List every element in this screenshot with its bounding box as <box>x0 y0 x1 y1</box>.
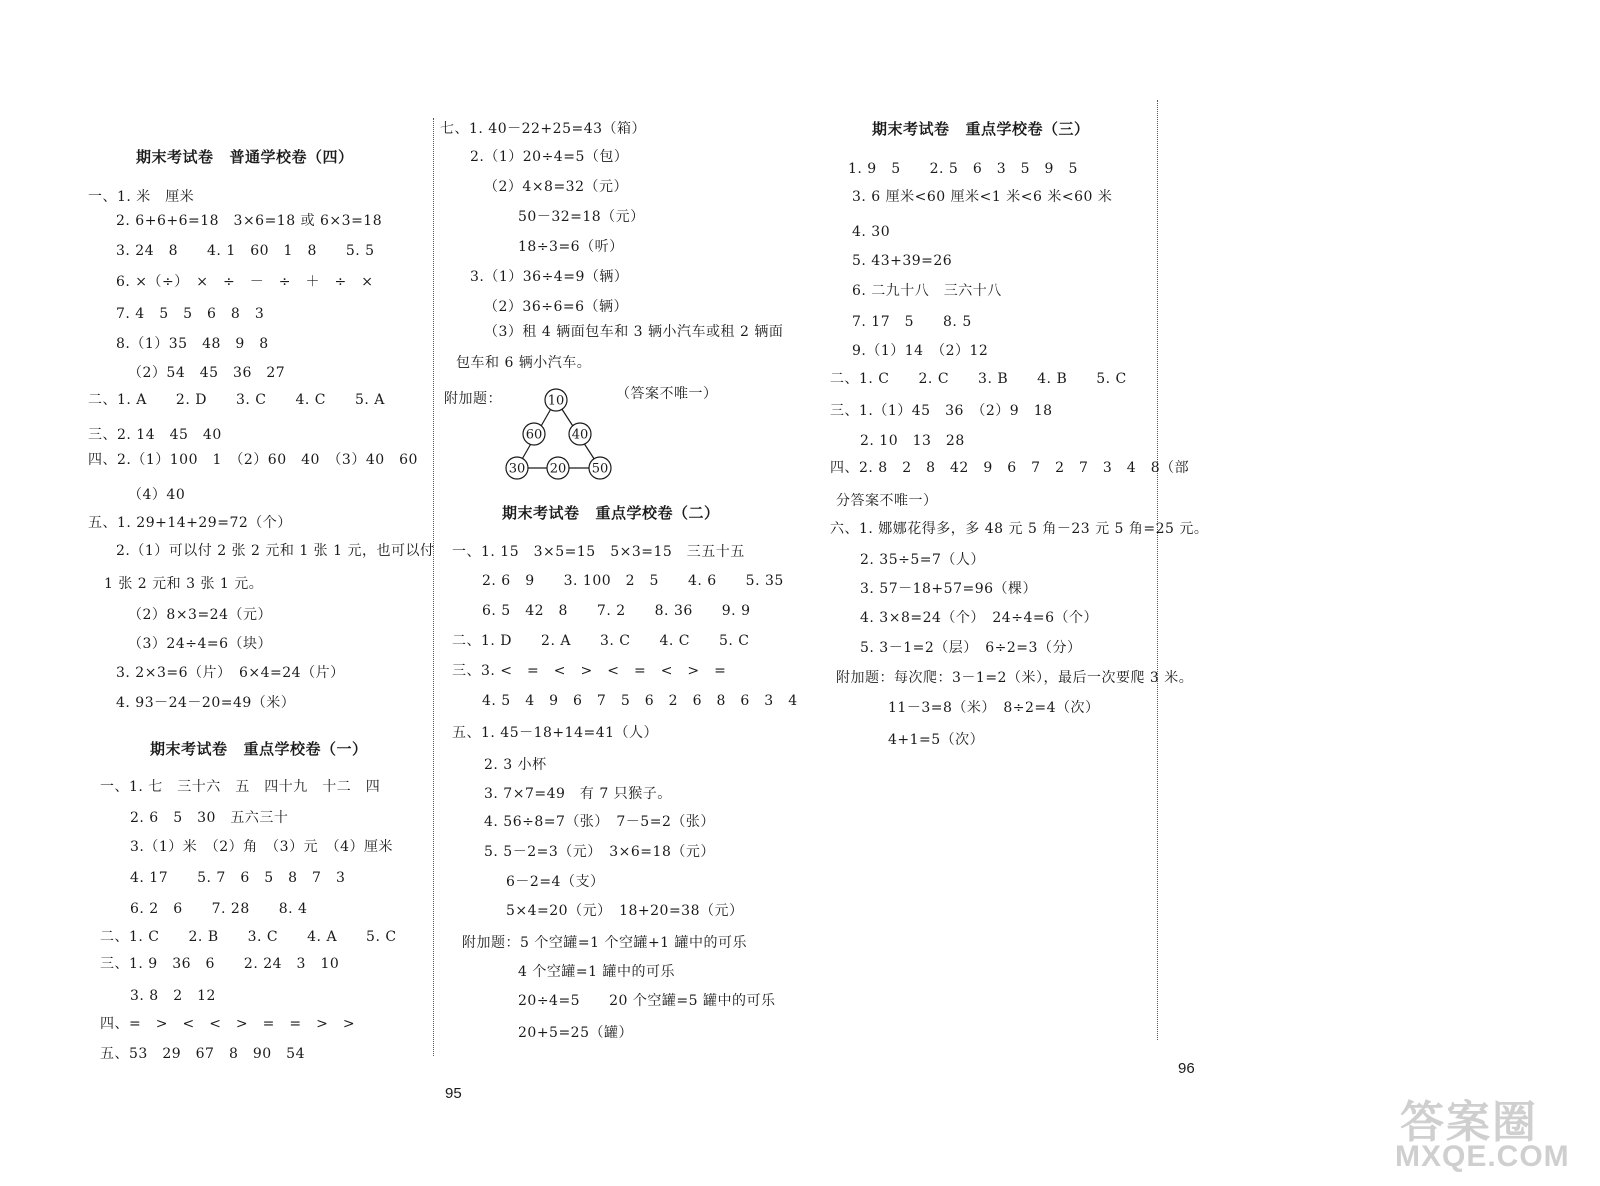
answer-line: 五、1. 45－18+14=41（人） <box>452 725 659 741</box>
answer-line: 3. 8 2 12 <box>130 988 216 1004</box>
page-number-right: 96 <box>1178 1060 1195 1077</box>
answer-line: 3. 6 厘米<60 厘米<1 米<6 米<60 米 <box>852 189 1113 205</box>
triangle-node: 10 <box>547 393 565 409</box>
answer-line: 4. 56÷8=7（张） 7－5=2（张） <box>484 814 715 830</box>
answer-line: （3）24÷4=6（块） <box>128 636 272 652</box>
answer-line: 1. 9 5 2. 5 6 3 5 9 5 <box>848 161 1078 177</box>
watermark-url: MXQE.COM <box>1395 1140 1570 1173</box>
extra-question-note: （答案不唯一） <box>616 386 718 402</box>
triangle-node: 20 <box>549 461 567 477</box>
answer-line: 2.（1）20÷4=5（包） <box>470 149 629 165</box>
answer-line: 五、1. 29+14+29=72（个） <box>88 515 292 531</box>
answer-line: 7. 4 5 5 6 8 3 <box>116 306 265 322</box>
answer-line: 2. 6+6+6=18 3×6=18 或 6×3=18 <box>116 213 383 229</box>
answer-line: 2. 35÷5=7（人） <box>860 552 985 568</box>
watermark-logo: 答案圈 <box>1400 1098 1538 1147</box>
section-title-key-2: 期末考试卷 重点学校卷（二） <box>502 504 720 522</box>
answer-line: 4. 93－24－20=49（米） <box>116 695 296 711</box>
answer-line: （2）36÷6=6（辆） <box>484 299 628 315</box>
answer-line: 18÷3=6（听） <box>518 239 624 255</box>
answer-line: 二、1. A 2. D 3. C 4. C 5. A <box>88 392 385 408</box>
number-triangle-diagram <box>500 386 630 486</box>
answer-line: 六、1. 娜娜花得多，多 48 元 5 角－23 元 5 角=25 元。 <box>830 521 1209 537</box>
answer-line: 七、1. 40－22+25=43（箱） <box>440 121 647 137</box>
answer-line: 5. 43+39=26 <box>852 253 953 269</box>
answer-line: 4. 17 5. 7 6 5 8 7 3 <box>130 870 346 886</box>
answer-line: 二、1. C 2. B 3. C 4. A 5. C <box>100 929 397 945</box>
answer-line: 3. 2×3=6（片） 6×4=24（片） <box>116 665 345 681</box>
column-divider <box>1157 100 1158 1040</box>
page-number-left: 95 <box>445 1085 462 1102</box>
answer-line: 三、1.（1）45 36 （2）9 18 <box>830 403 1053 419</box>
answer-line: （2）54 45 36 27 <box>128 365 286 381</box>
answer-line: 四、= > < < > = = > > <box>100 1016 356 1032</box>
column-divider <box>433 118 434 1056</box>
answer-line: 20+5=25（罐） <box>518 1025 633 1041</box>
answer-line: 二、1. D 2. A 3. C 4. C 5. C <box>452 633 750 649</box>
section-title-key-3: 期末考试卷 重点学校卷（三） <box>872 120 1090 138</box>
answer-line: 6. 5 42 8 7. 2 8. 36 9. 9 <box>482 603 751 619</box>
answer-line: 9.（1）14 （2）12 <box>852 343 989 359</box>
triangle-node: 40 <box>571 427 589 443</box>
answer-line: （2）8×3=24（元） <box>128 607 272 623</box>
answer-line: 2. 6 9 3. 100 2 5 4. 6 5. 35 <box>482 573 784 589</box>
answer-line: 4. 5 4 9 6 7 5 6 2 6 8 6 3 4 <box>482 693 798 709</box>
answer-line: 五、53 29 67 8 90 54 <box>100 1046 305 1062</box>
answer-line: （4）40 <box>128 487 186 503</box>
answer-line: 3. 57－18+57=96（棵） <box>860 581 1038 597</box>
answer-line: 7. 17 5 8. 5 <box>852 314 972 330</box>
extra-question-label: 附加题： <box>444 391 502 407</box>
answer-line: 1 张 2 元和 3 张 1 元。 <box>104 576 264 592</box>
answer-line: （3）租 4 辆面包车和 3 辆小汽车或租 2 辆面 <box>484 324 784 340</box>
answer-line: 5×4=20（元） 18+20=38（元） <box>506 903 744 919</box>
answer-line: 6. 二九十八 三六十八 <box>852 283 1002 299</box>
answer-line: 2. 6 5 30 五六三十 <box>130 810 289 826</box>
answer-line: 三、2. 14 45 40 <box>88 427 222 443</box>
triangle-node: 30 <box>508 461 526 477</box>
answer-line: 一、1. 米 厘米 <box>88 189 195 205</box>
answer-line: 四、2. 8 2 8 42 9 6 7 2 7 3 4 8（部 <box>830 460 1190 476</box>
answer-line: 三、3. < = < > < = < > = <box>452 663 727 679</box>
section-title-key-1: 期末考试卷 重点学校卷（一） <box>150 740 368 758</box>
answer-line: 4 个空罐=1 罐中的可乐 <box>518 964 675 980</box>
answer-line: 附加题：每次爬：3－1=2（米），最后一次要爬 3 米。 <box>836 670 1194 686</box>
answer-line: 5. 5－2=3（元） 3×6=18（元） <box>484 844 715 860</box>
answer-line: 四、2.（1）100 1 （2）60 40 （3）40 60 <box>88 452 418 468</box>
answer-line: （2）4×8=32（元） <box>484 179 628 195</box>
triangle-node: 60 <box>525 427 543 443</box>
answer-line: 包车和 6 辆小汽车。 <box>456 355 592 371</box>
answer-line: 5. 3－1=2（层） 6÷2=3（分） <box>860 640 1082 656</box>
answer-line: 6. 2 6 7. 28 8. 4 <box>130 901 308 917</box>
answer-line: 3. 24 8 4. 1 60 1 8 5. 5 <box>116 243 375 259</box>
answer-line: 4+1=5（次） <box>888 732 985 748</box>
section-title-ordinary-4: 期末考试卷 普通学校卷（四） <box>136 148 354 166</box>
answer-line: 2. 3 小杯 <box>484 757 547 773</box>
answer-line: 20÷4=5 20 个空罐=5 罐中的可乐 <box>518 993 776 1009</box>
answer-line: 3. 7×7=49 有 7 只猴子。 <box>484 786 672 802</box>
answer-line: 3.（1）36÷4=9（辆） <box>470 269 629 285</box>
answer-line: 2. 10 13 28 <box>860 433 965 449</box>
answer-line: 一、1. 七 三十六 五 四十九 十二 四 <box>100 779 381 795</box>
answer-line: 6－2=4（支） <box>506 874 605 890</box>
answer-line: 三、1. 9 36 6 2. 24 3 10 <box>100 956 340 972</box>
answer-line: 3.（1）米 （2）角 （3）元 （4）厘米 <box>130 839 393 855</box>
answer-line: 11－3=8（米） 8÷2=4（次） <box>888 700 1100 716</box>
answer-line: 4. 3×8=24（个） 24÷4=6（个） <box>860 610 1098 626</box>
answer-line: 2.（1）可以付 2 张 2 元和 1 张 1 元，也可以付 <box>116 543 435 559</box>
answer-line: 50－32=18（元） <box>518 209 645 225</box>
answer-line: 4. 30 <box>852 224 891 240</box>
triangle-node: 50 <box>591 461 609 477</box>
answer-line: 分答案不唯一） <box>836 493 938 509</box>
answer-line: 6. ×（÷） × ÷ － ÷ ＋ ÷ × <box>116 274 374 290</box>
answer-line: 一、1. 15 3×5=15 5×3=15 三五十五 <box>452 544 745 560</box>
answer-line: 二、1. C 2. C 3. B 4. B 5. C <box>830 371 1127 387</box>
answer-line: 8.（1）35 48 9 8 <box>116 336 269 352</box>
answer-line: 附加题：5 个空罐=1 个空罐+1 罐中的可乐 <box>462 935 748 951</box>
